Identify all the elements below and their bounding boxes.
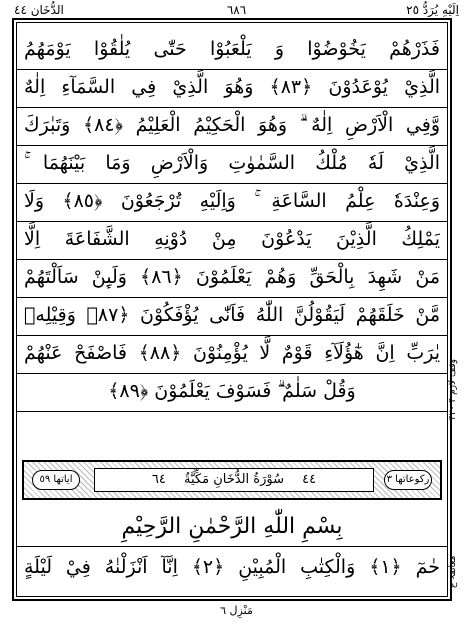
header-page-number: ٦٨٦ — [226, 3, 247, 17]
banner-ruku-cartouche: ركوعاتها ٣ — [384, 470, 432, 490]
surah-number-label: ٤٤ — [302, 472, 317, 487]
text-line-2: الَّذِيْ يُوْعَدُوْنَ ﴿٨٣﴾ وَهُوَ الَّذِيْ فِي السَّمَآءِ اِلٰهٌ — [24, 76, 440, 98]
text-line-last: حٰمٓ ﴿١﴾ وَالْكِتٰبِ الْمُبِيْنِ ﴿٢﴾ اِنَّآ اَنْزَلْنٰهُ فِيْ لَيْلَةٍ — [24, 556, 440, 578]
text-line-9: يٰرَبِّ اِنَّ هٰٓؤُلَآءِ قَوْمٌ لَّا يُؤْمِنُوْنَ ﴿٨٨﴾ فَاصْفَحْ عَنْهُمْ — [24, 342, 440, 364]
margin-note-waqf: وقف لازم ۴ ۴۲۰ — [448, 359, 458, 420]
text-line-1: فَذَرْهُمْ يَخُوْضُوْا وَ يَلْعَبُوْا حَتّٰى يُلٰقُوْا يَوْمَهُمُ — [24, 38, 440, 60]
text-line-3: وَّفِي الْاَرْضِ اِلٰهٌ ۗ وَهُوَ الْحَكِيْمُ الْعَلِيْمُ ﴿٨٤﴾ وَتَبٰرَكَ — [24, 114, 440, 136]
text-line-6: يَمْلِكُ الَّذِيْنَ يَدْعُوْنَ مِنْ دُوْنِهِ الشَّفَاعَةَ اِلَّا — [24, 228, 440, 250]
text-line-10: وَقُلْ سَلٰمٌ ۗ فَسَوْفَ يَعْلَمُوْنَ ﴿٨٩﴾ — [108, 380, 356, 402]
footer-manzil: مَنْزِل ٦ — [220, 604, 253, 617]
banner-ayat-cartouche: اياتها ٥٩ — [32, 470, 80, 490]
surah-order-label: ٦٤ — [151, 472, 166, 487]
line-rule — [16, 411, 448, 412]
line-rule — [16, 546, 448, 547]
bismillah: بِسْمِ اللّٰهِ الرَّحْمٰنِ الرَّحِيْمِ — [121, 514, 343, 539]
text-line-8: مَّنْ خَلَقَهُمْ لَيَقُوْلُنَّ اللّٰهُ فَاَنّٰى يُؤْفَكُوْنَ ﴿٨٧﴾ وَقِيْلِهٖ — [24, 304, 440, 326]
surah-title: سُوْرَةُ الدُّخَانِ مَكِّيَّةٌ — [184, 472, 284, 487]
header-surah: الدُّخَان ٤٤ — [14, 3, 64, 17]
header-juz: اِلَيْهِ يُرَدُّ ٢٥ — [406, 3, 459, 17]
text-line-5: وَعِنْدَهٗ عِلْمُ السَّاعَةِ ۚ وَاِلَيْهِ تُرْجَعُوْنَ ﴿٨٥﴾ وَلَا — [24, 190, 440, 212]
surah-header-banner — [22, 460, 442, 500]
text-line-7: مَنْ شَهِدَ بِالْحَقِّ وَهُمْ يَعْلَمُوْنَ ﴿٨٦﴾ وَلَىِٕنْ سَاَلْتَهُمْ — [24, 266, 440, 288]
text-line-4: الَّذِيْ لَهٗ مُلْكُ السَّمٰوٰتِ وَالْاَرْضِ وَمَا بَيْنَهُمَا ۚ — [24, 152, 440, 174]
margin-note-muanaqa: معانقہ ع — [448, 555, 458, 588]
surah-title-box — [94, 468, 374, 492]
